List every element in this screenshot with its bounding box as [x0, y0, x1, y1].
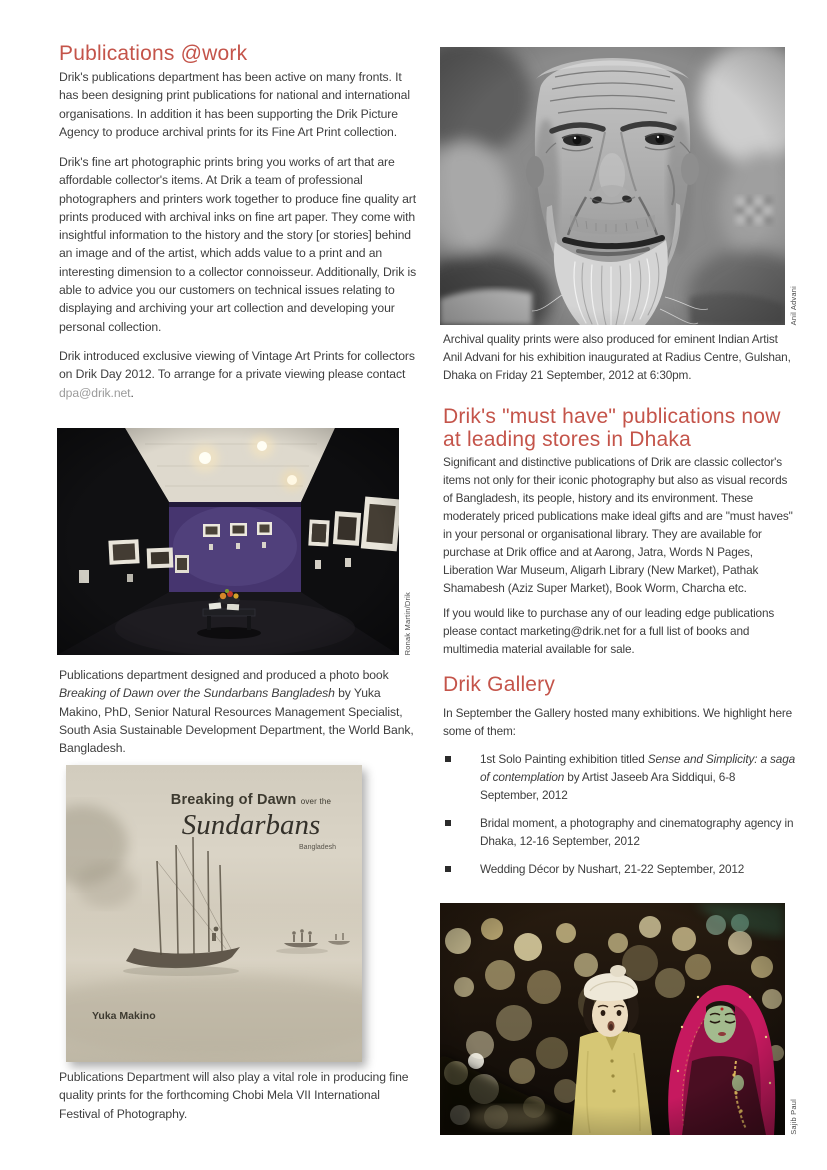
portrait-photo-credit: Anil Advani [789, 285, 798, 325]
paragraph-purchase-contact [443, 604, 795, 658]
bullet-text-bridal-moment: Bridal moment, a photography and cinematography agency in Dhaka, 12-16 September, 2012 [480, 816, 794, 848]
list-item [445, 814, 797, 850]
heading-publications-at-work: Publications @work [59, 42, 248, 65]
wedding-puppets-photo [440, 903, 798, 1135]
heading-must-have-publications: Drik's "must have" publications now at leading stores in Dhaka [443, 405, 781, 451]
paragraph-gallery-intro: In September the Gallery hosted many exhibitions. We highlight here some of them: [443, 706, 793, 738]
book-title-small: over the [300, 797, 332, 806]
dpa-email-link[interactable]: dpa@drik.net [59, 385, 131, 400]
marketing-email-link[interactable]: marketing@drik.net [520, 624, 620, 638]
gallery-exhibition-photo [57, 428, 412, 655]
wedding-puppets-illustration [440, 903, 785, 1135]
book-cover-title-block [162, 792, 340, 851]
book-title-main: Sundarbans [181, 809, 321, 841]
bullet-square-icon [445, 820, 451, 826]
bullet-text-wedding-decor: Wedding Décor by Nushart, 21-22 September, 2012 [480, 862, 745, 876]
gallery-exhibition-illustration [57, 428, 399, 655]
book-author: Yuka Makino [92, 1010, 156, 1022]
exhibition-bullet-list [445, 750, 797, 888]
paragraph-publications-stores: Significant and distinctive publications of Drik are classic collector's items not only for their iconic photography but also as visual records of Bangladesh, its people, history and its environment. These moderately priced publications make ideal gifts and are "must haves" in your personal or organisational library. They are available for purchase at Drik office and at Aarong, Jatra, Words N Pages, Liberation War Museum, Aligarh Library (New Market), Pathak Shamabesh (Aziz Super Market), Book Worm, Charcha etc. [443, 455, 793, 595]
book-title-sub: Bangladesh [299, 844, 336, 851]
bullet-square-icon [445, 866, 451, 872]
bullet-square-icon [445, 756, 451, 762]
gallery-photo-credit: Ronak Martin/Drik [403, 591, 412, 655]
bullet-prefix: 1st Solo Painting exhibition titled [480, 752, 648, 766]
list-item [445, 750, 797, 804]
wedding-photo-credit: Sajib Paul [789, 1099, 798, 1135]
caption-suffix: by Yuka Makino, PhD, Senior Natural Resources Management Specialist, South Asia Sustainable Development Department, the World Bank, Bangladesh. [59, 686, 414, 756]
portrait-photo-anil-advani-exhibit [440, 47, 798, 325]
caption-sundarbans-book [59, 666, 423, 757]
heading-drik-gallery: Drik Gallery [443, 673, 556, 696]
list-item [445, 860, 797, 878]
purchase-text: If you would like to purchase any of our leading edge publications please contact [443, 606, 775, 638]
paragraph-fine-art-prints: Drik's fine art photographic prints bring you works of art that are affordable collector's items. At Drik a team of professional photographers and printers work together to produce fine quality art prints produced with archival inks on fine art paper. They come with insightful information to the history and the story [or stories] behind an image and of the artist, which adds value to a print and an interesting dimension to a collector connoisseur. Additionally, Drik is able to advice you our customers on technical issues relating to displaying and archiving your art collection and developing your personal collection. [59, 155, 417, 334]
bullet-suffix: by Artist Jaseeb Ara Siddiqui, 6-8 September, 2012 [480, 770, 736, 802]
bullet-exhibit-title: Sense and Simplicity: a saga of contemplation [480, 752, 796, 784]
paragraph-publications-intro: Drik's publications department has been active on many fronts. It has been designing print publications for national and international organisations. In addition it has been supporting the Drik Picture Agency to produce archival prints for its Fine Art Print collection. [59, 70, 410, 139]
book-title-bold: Breaking of Dawn [170, 792, 297, 808]
bullet-text-solo-painting [480, 750, 797, 804]
caption-prefix: Publications department designed and produced a photo book [59, 668, 389, 682]
portrait-illustration [440, 47, 785, 325]
caption-anil-advani: Archival quality prints were also produced for eminent Indian Artist Anil Advani for his exhibition inaugurated at Radius Centre, Gulshan, Dhaka on Friday 21 September, 2012 at 6:30pm. [443, 332, 791, 382]
paragraph-chobi-mela: Publications Department will also play a vital role in producing fine quality prints for the forthcoming Chobi Mela VII International Festival of Photography. [59, 1070, 409, 1121]
purchase-text-suffix: for a full list of books and multimedia material available for sale. [443, 624, 750, 656]
caption-book-title: Breaking of Dawn over the Sundarbans Bangladesh [59, 686, 335, 701]
book-cover-sundarbans [66, 765, 362, 1062]
paragraph-vintage-text: Drik introduced exclusive viewing of Vintage Art Prints for collectors on Drik Day 2012. To arrange for a private viewing please contact [59, 349, 415, 382]
paragraph-vintage-art-prints [59, 347, 423, 402]
paragraph-vintage-period: . [130, 385, 134, 400]
